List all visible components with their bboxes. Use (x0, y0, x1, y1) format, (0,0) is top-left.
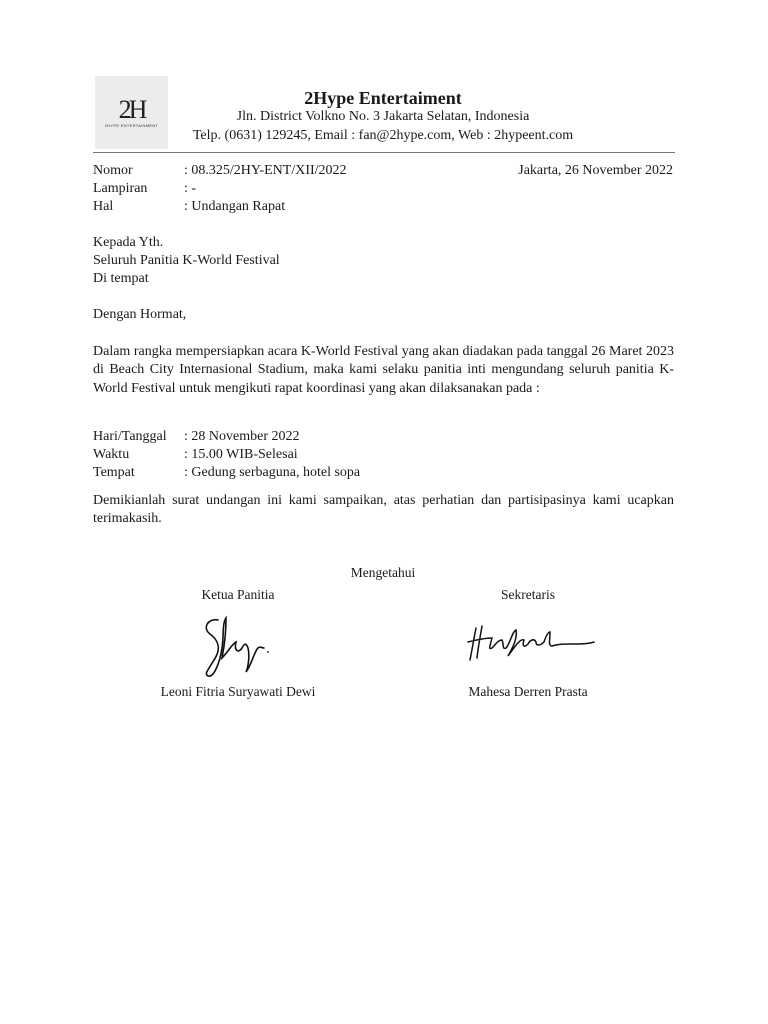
place-value: : Gedung serbaguna, hotel sopa (184, 465, 361, 480)
time-label: Waktu (93, 447, 130, 462)
recipient-line3: Di tempat (93, 271, 149, 286)
left-signer-title: Ketua Panitia (201, 587, 275, 602)
company-contact: Telp. (0631) 129245, Email : fan@2hype.com, Web : 2hypeent.com (192, 128, 574, 143)
lampiran-label: Lampiran (93, 181, 148, 196)
closing-paragraph: Demikianlah surat undangan ini kami sampaikan, atas perhatian dan partisipasinya kami ucapkan terimakasih. (93, 493, 674, 527)
logo-mark: 2H (118, 94, 145, 124)
lampiran-value: : - (184, 181, 197, 196)
left-signer-name: Leoni Fitria Suryawati Dewi (160, 684, 316, 699)
company-name: 2Hype Entertaiment (304, 88, 462, 108)
recipient-line1: Kepada Yth. (93, 235, 164, 250)
nomor-label: Nomor (93, 163, 133, 178)
day-value: : 28 November 2022 (184, 429, 300, 444)
hal-label: Hal (93, 199, 114, 214)
company-logo (95, 76, 168, 149)
right-signature (462, 618, 602, 668)
logo-subtext: 2HYPE ENTERTAINMENT (104, 122, 159, 128)
greeting: Dengan Hormat, (93, 307, 187, 322)
letterhead-divider (93, 152, 675, 153)
right-signer-title: Sekretaris (501, 587, 555, 602)
acknowledged-label: Mengetahui (350, 565, 416, 580)
day-label: Hari/Tanggal (93, 429, 167, 444)
left-signature (196, 612, 276, 682)
place-date: Jakarta, 26 November 2022 (518, 163, 673, 178)
hal-value: : Undangan Rapat (184, 199, 286, 214)
nomor-value: : 08.325/2HY-ENT/XII/2022 (184, 163, 347, 178)
right-signer-name: Mahesa Derren Prasta (468, 684, 588, 699)
company-address: Jln. District Volkno No. 3 Jakarta Selatan, Indonesia (236, 109, 530, 124)
body-paragraph: Dalam rangka mempersiapkan acara K-World Festival yang akan diadakan pada tanggal 26 Maret 2023 di Beach City Internasional Stadium, maka kami selaku panitia inti mengundang seluruh panitia K-World Festival untuk mengikuti rapat koordinasi yang akan dilaksanakan pada : (93, 344, 674, 396)
recipient-line2: Seluruh Panitia K-World Festival (93, 253, 280, 268)
place-label: Tempat (93, 465, 135, 480)
time-value: : 15.00 WIB-Selesai (184, 447, 298, 462)
